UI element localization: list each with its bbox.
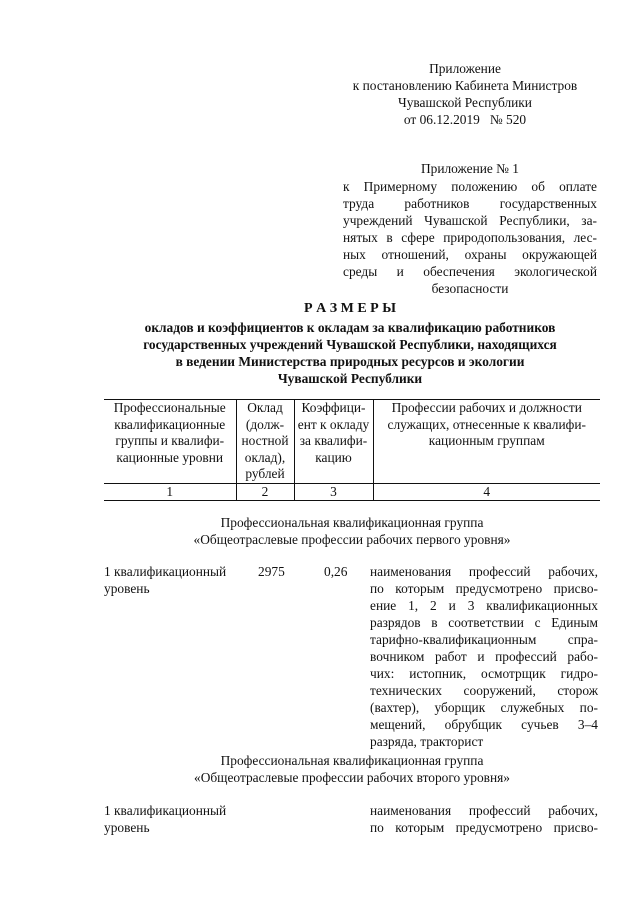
professions-line: по которым предусмотрено присво- [370, 820, 598, 835]
group-title-line: «Общеотраслевые профессии рабочих второго уровня» [194, 770, 510, 785]
appendix-1-title: Приложение № 1 [420, 161, 520, 176]
appendix-1-line: среды и обеспечения экологической [343, 264, 597, 279]
column-number: 4 [373, 483, 600, 501]
column-number: 3 [294, 483, 373, 501]
column-header: Профессии рабочих и должности служащих, отнесенные к квалифи-кационным группам [373, 400, 600, 484]
appendix-top-line: к постановлению Кабинета Министров [352, 78, 578, 93]
group-title-line: Профессиональная квалификационная группа [220, 753, 484, 768]
heading-line: государственных учреждений Чувашской Республики, находящихся [143, 337, 557, 352]
appendix-1-line: учреждений Чувашской Республики, за- [343, 213, 597, 228]
group-title-line: Профессиональная квалификационная группа [220, 515, 484, 530]
column-number: 2 [236, 483, 294, 501]
heading-line: окладов и коэффициентов к окладам за квалификацию работников [144, 320, 556, 335]
professions-line: тарифно-квалификационным спра- [370, 632, 598, 647]
column-number: 1 [104, 483, 236, 501]
professions-line: вочником работ и профессий рабо- [370, 649, 598, 664]
professions-text [370, 563, 598, 750]
appendix-top-line: от 06.12.2019 № 520 [403, 112, 527, 127]
professions-line: (вахтер), уборщик служебных по- [370, 700, 598, 715]
professions-line: разряда, тракторист [370, 734, 484, 749]
group-title [104, 514, 600, 548]
rates-table-header [104, 399, 600, 501]
appendix-top-line: Приложение [429, 61, 501, 76]
column-header: Профессиональные квалификационные группы и квалифи-кационные уровни [104, 400, 236, 484]
professions-line: ение 1, 2 и 3 квалификационных [370, 598, 598, 613]
salary-value: 2975 [258, 564, 285, 579]
appendix-1-line: безопасности [431, 281, 509, 296]
appendix-1-line: труда работников государственных [343, 196, 597, 211]
appendix-1-line: нятых в сфере природопользования, лес- [343, 230, 597, 245]
professions-line: наименования профессий рабочих, [370, 564, 598, 579]
appendix-1-line: ных отношений, охраны окружающей [343, 247, 597, 262]
appendix-top-line: Чувашской Республики [398, 95, 532, 110]
group-title [104, 752, 600, 786]
coefficient-value: 0,26 [324, 564, 348, 579]
professions-line: по которым предусмотрено присво- [370, 581, 598, 596]
qualification-level: 1 квалификационный уровень [104, 803, 227, 835]
professions-line: чих: истопник, осмотрщик гидро- [370, 666, 598, 681]
heading-title: Р А З М Е Р Ы [304, 301, 396, 316]
column-header: Коэффици-ент к окладу за квалифи-кацию [294, 400, 373, 484]
heading-line: в ведении Министерства природных ресурсов и экологии [175, 354, 525, 369]
group-title-line: «Общеотраслевые профессии рабочих первого уровня» [193, 532, 511, 547]
document-heading [90, 300, 610, 387]
professions-line: разрядов в соответствии с Единым [370, 615, 598, 630]
appendix-1 [343, 160, 597, 297]
professions-line: мещений, обрубщик сучьев 3–4 [370, 717, 598, 732]
professions-line: технических сооружений, сторож [370, 683, 598, 698]
appendix-top [330, 60, 600, 128]
professions-line: наименования профессий рабочих, [370, 803, 598, 818]
professions-text [370, 802, 598, 836]
appendix-1-line: к Примерному положению об оплате [343, 179, 597, 194]
heading-line: Чувашской Республики [277, 371, 423, 386]
qualification-level: 1 квалификационный уровень [104, 564, 227, 596]
column-header: Оклад (долж-ностной оклад), рублей [236, 400, 294, 484]
